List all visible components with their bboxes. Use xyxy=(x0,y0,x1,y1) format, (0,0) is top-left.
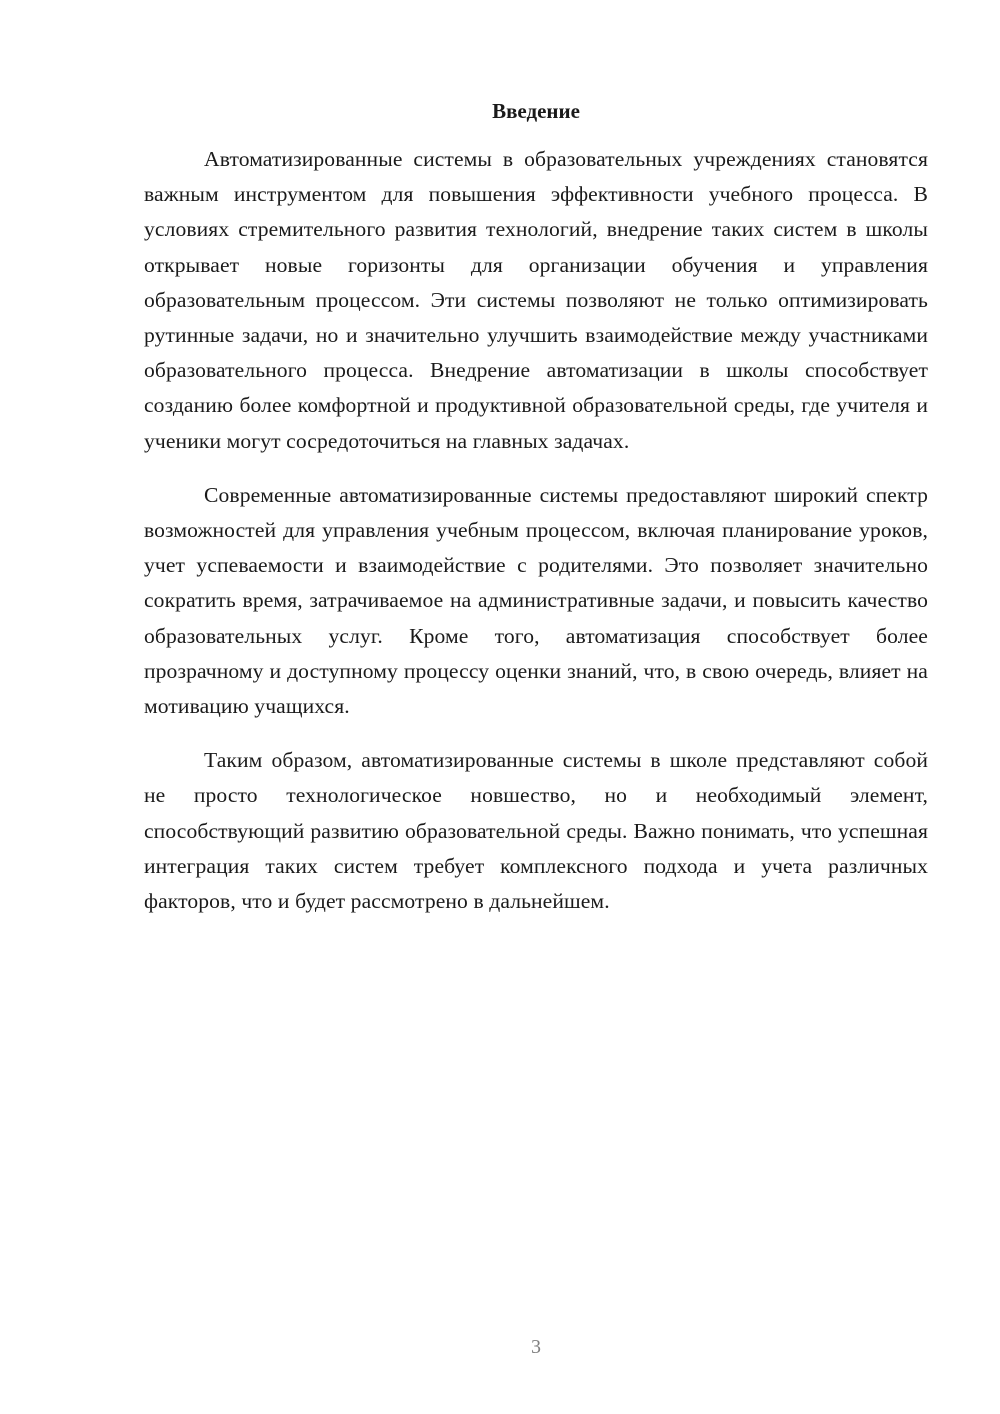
paragraph-3: Таким образом, автоматизированные системы в школе представляют собой не просто технологическое новшество, но и необходимый элемент, способствующий развитию образовательной среды. Важно понимать, что успешная интеграция таких систем требует комплексного подхода и учета различных факторов, что и будет рассмотрено в дальнейшем. xyxy=(144,748,928,914)
section-heading: Введение xyxy=(492,99,580,123)
paragraph-1: Автоматизированные системы в образовательных учреждениях становятся важным инструментом для повышения эффективности учебного процесса. В условиях стремительного развития технологий, внедрение таких систем в школы открывает новые горизонты для организации обучения и управления образовательным процессом. Эти системы позволяют не только оптимизировать рутинные задачи, но и значительно улучшить взаимодействие между участниками образовательного процесса. Внедрение автоматизации в школы способствует созданию более комфортной и продуктивной образовательной среды, где учителя и ученики могут сосредоточиться на главных задачах. xyxy=(144,147,928,453)
document-body xyxy=(144,142,928,938)
paragraph-2: Современные автоматизированные системы предоставляют широкий спектр возможностей для управления учебным процессом, включая планирование уроков, учет успеваемости и взаимодействие с родителями. Это позволяет значительно сократить время, затрачиваемое на административные задачи, и повысить качество образовательных услуг. Кроме того, автоматизация способствует более прозрачному и доступному процессу оценки знаний, что, в свою очередь, влияет на мотивацию учащихся. xyxy=(144,482,928,719)
page-number: 3 xyxy=(531,1336,541,1358)
